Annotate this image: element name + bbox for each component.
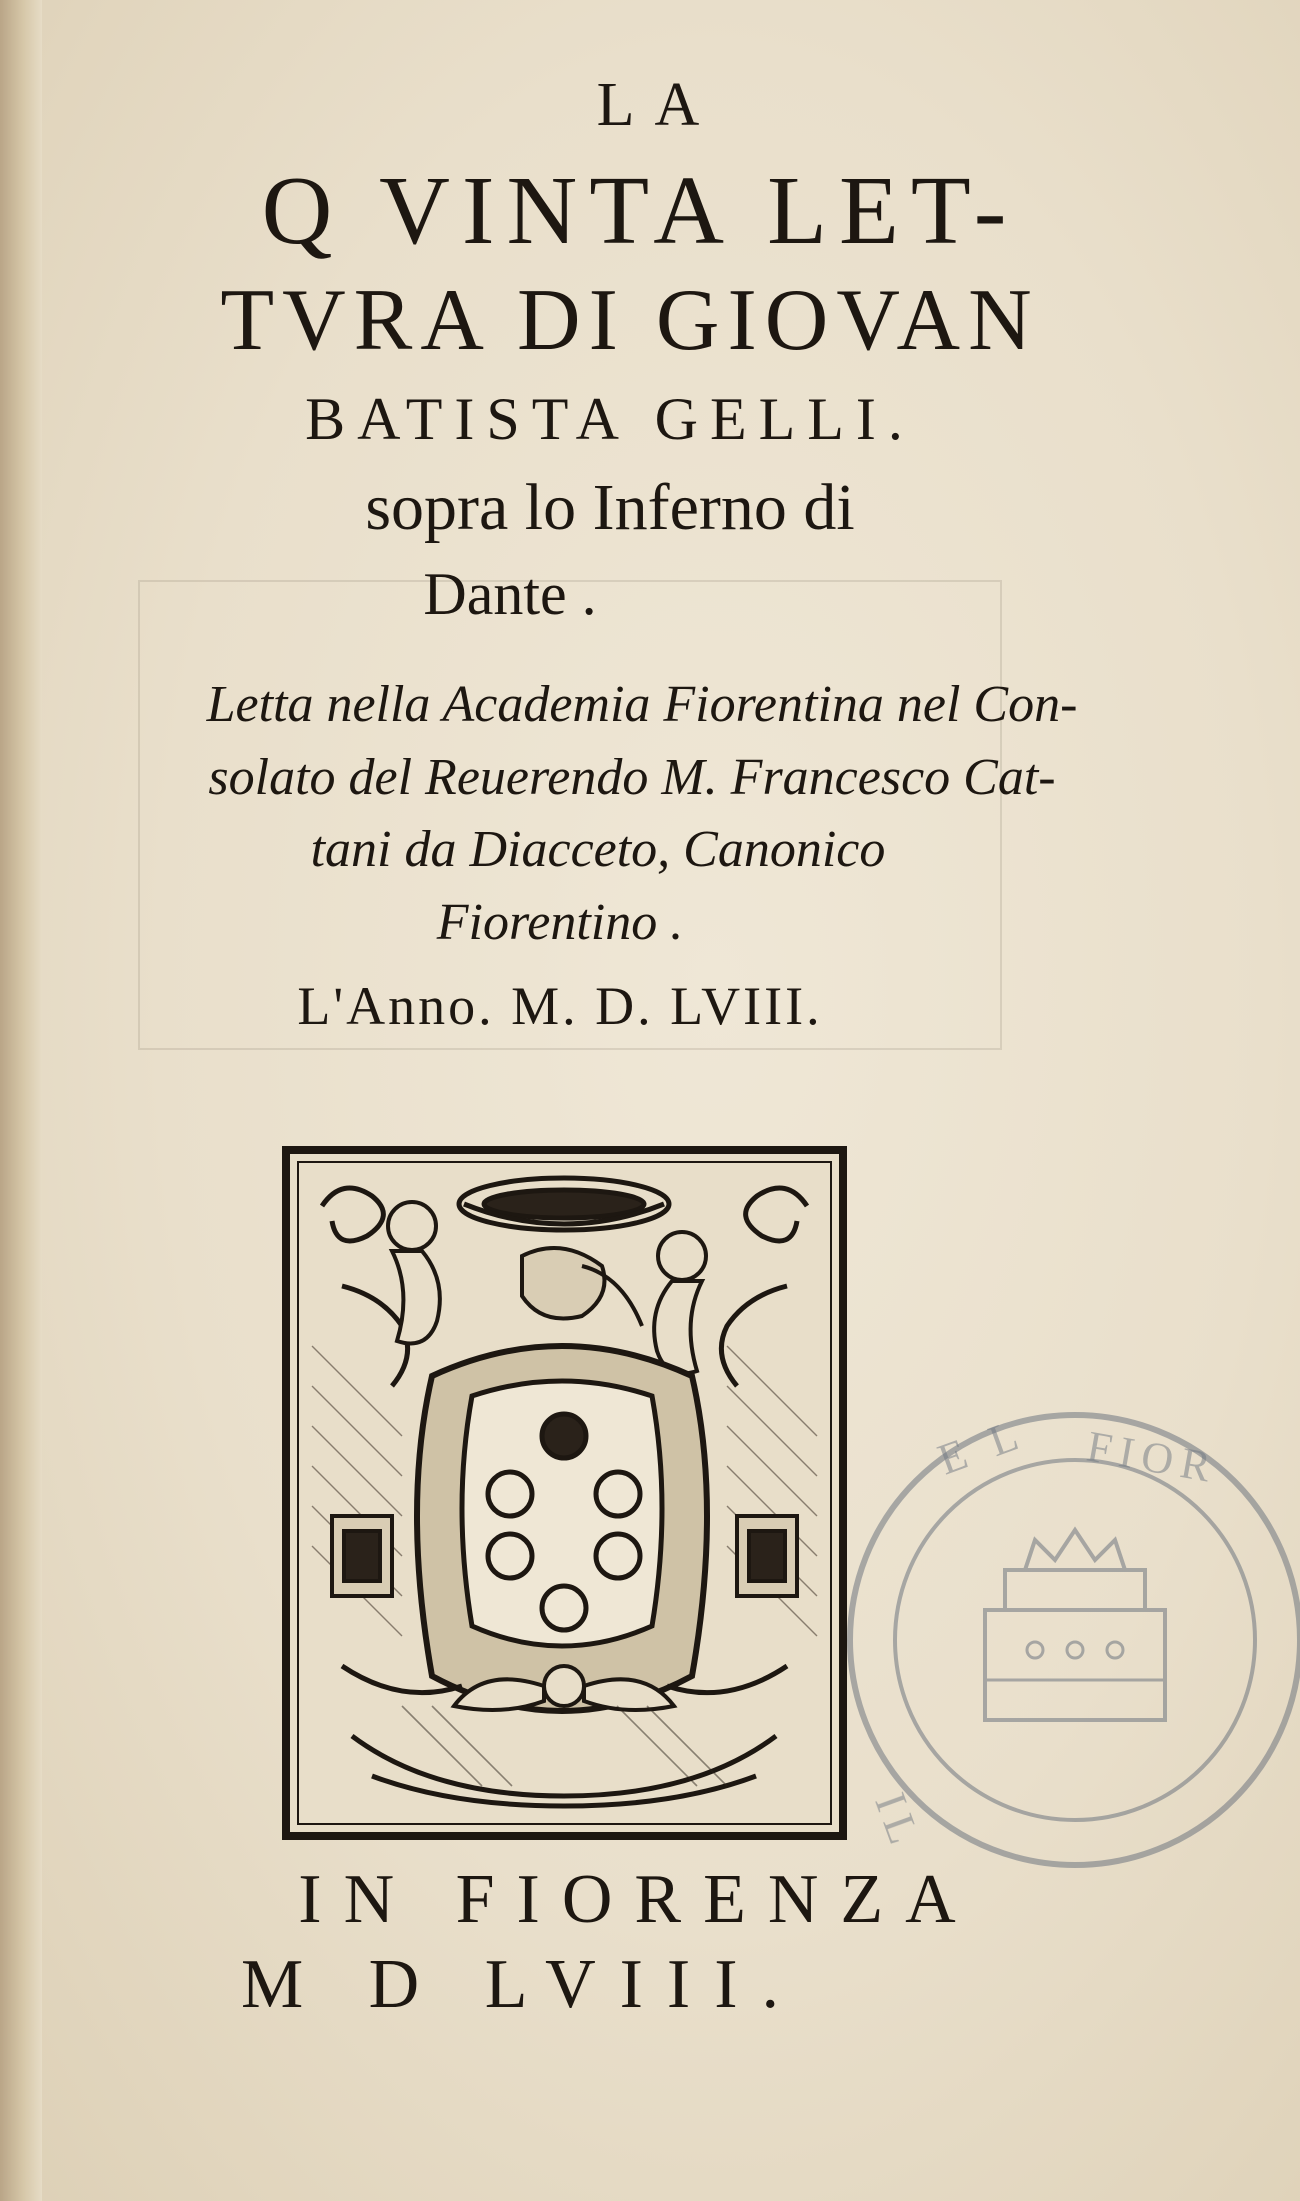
imprint-line-1: IN FIORENZA xyxy=(298,1861,978,1938)
title-line-6: Dante . xyxy=(423,561,597,627)
imprint-line-2: M D LVIII. xyxy=(240,1946,804,2023)
subtitle-line-2: solato del Reuerendo M. Francesco Cat- xyxy=(208,749,1056,806)
medici-coat-of-arms-woodcut xyxy=(282,1146,847,1840)
title-line-1: LA xyxy=(596,71,720,139)
title-line-2: Q VINTA LET- xyxy=(261,157,1019,265)
svg-text:IL: IL xyxy=(865,1786,932,1858)
svg-text:E L: E L xyxy=(931,1407,1032,1485)
subtitle-line-1: Letta nella Academia Fiorentina nel Con- xyxy=(206,676,1078,733)
title-line-5: sopra lo Inferno di xyxy=(365,471,855,544)
svg-text:FIOR: FIOR xyxy=(1083,1421,1223,1493)
subtitle-line-3: tani da Diacceto, Canonico xyxy=(310,821,886,878)
title-line-3: TVRA DI GIOVAN xyxy=(220,272,1040,369)
date-line: L'Anno. M. D. LVIII. xyxy=(297,976,823,1036)
title-line-4: BATISTA GELLI. xyxy=(305,386,915,452)
subtitle-line-4: Fiorentino . xyxy=(436,894,684,951)
library-ownership-stamp xyxy=(835,1380,1300,1900)
